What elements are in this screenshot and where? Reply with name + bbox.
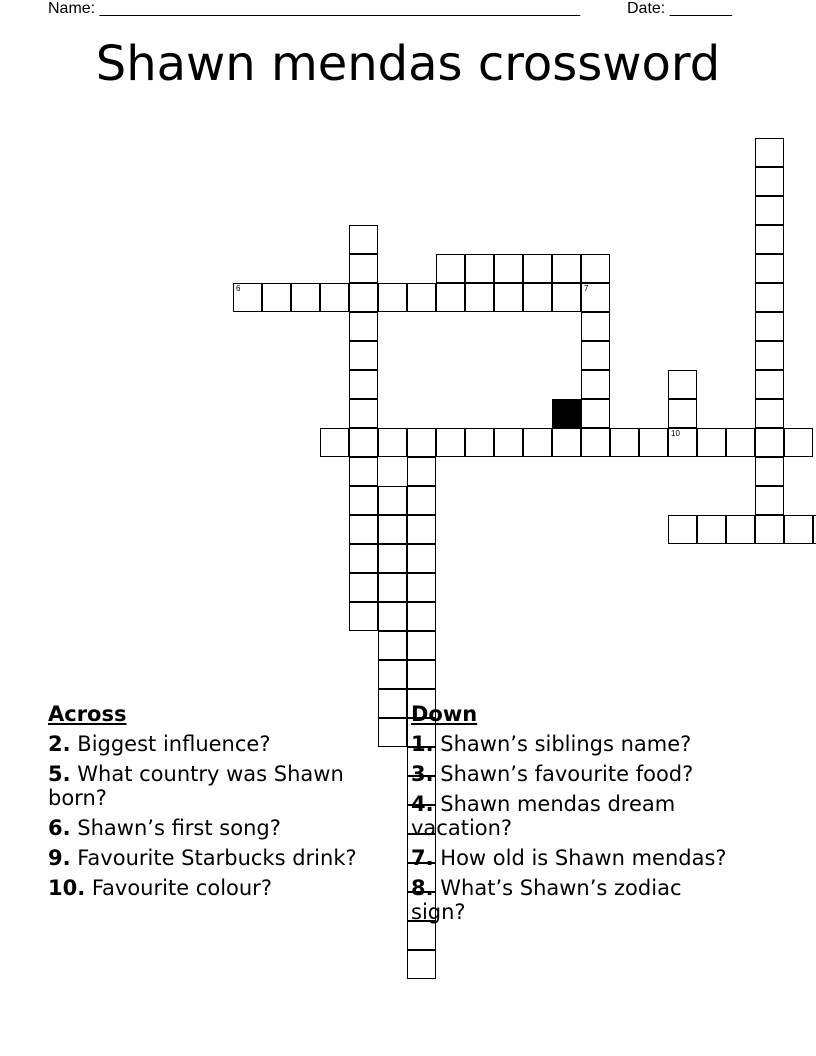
- grid-cell[interactable]: [349, 573, 378, 602]
- clue-number: 8.: [411, 876, 434, 900]
- grid-cell[interactable]: [407, 283, 436, 312]
- grid-cell[interactable]: [668, 428, 697, 457]
- grid-cell[interactable]: [755, 486, 784, 515]
- clue-number-label: 6: [236, 284, 241, 293]
- down-clue: [411, 846, 741, 870]
- grid-cell[interactable]: [320, 283, 349, 312]
- across-heading: Across: [48, 702, 127, 726]
- grid-cell[interactable]: [407, 660, 436, 689]
- down-clue: [411, 732, 741, 756]
- grid-cell[interactable]: [407, 631, 436, 660]
- grid-cell[interactable]: [755, 312, 784, 341]
- clue-number: 5.: [48, 762, 71, 786]
- grid-cell[interactable]: [349, 544, 378, 573]
- grid-cell[interactable]: [755, 370, 784, 399]
- grid-cell[interactable]: [581, 312, 610, 341]
- grid-cell[interactable]: [436, 428, 465, 457]
- grid-cell[interactable]: [349, 312, 378, 341]
- grid-cell[interactable]: [262, 283, 291, 312]
- grid-cell[interactable]: [349, 428, 378, 457]
- grid-cell[interactable]: [436, 283, 465, 312]
- grid-cell[interactable]: [755, 167, 784, 196]
- grid-cell[interactable]: [349, 283, 378, 312]
- grid-cell[interactable]: [349, 225, 378, 254]
- grid-cell[interactable]: [465, 254, 494, 283]
- grid-cell[interactable]: [349, 515, 378, 544]
- grid-cell[interactable]: [407, 573, 436, 602]
- grid-cell[interactable]: [581, 341, 610, 370]
- name-field[interactable]: Name: ______________________________________________________: [48, 0, 581, 17]
- grid-cell[interactable]: [349, 370, 378, 399]
- grid-cell[interactable]: [378, 660, 407, 689]
- clue-text: How old is Shawn mendas?: [440, 846, 727, 870]
- clue-text: Favourite Starbucks drink?: [77, 846, 357, 870]
- down-clue: [411, 876, 741, 924]
- across-clue: [48, 876, 378, 900]
- grid-cell[interactable]: [407, 486, 436, 515]
- grid-cell[interactable]: [581, 399, 610, 428]
- clue-text: Shawn’s first song?: [77, 816, 281, 840]
- grid-cell[interactable]: [581, 254, 610, 283]
- grid-cell[interactable]: [465, 428, 494, 457]
- page-title: Shawn mendas crossword: [95, 36, 721, 92]
- clue-number-label: 10: [671, 429, 680, 438]
- clue-text: Shawn’s siblings name?: [440, 732, 692, 756]
- grid-cell[interactable]: [349, 486, 378, 515]
- grid-cell[interactable]: [581, 370, 610, 399]
- down-heading: Down: [411, 702, 478, 726]
- grid-cell[interactable]: [407, 544, 436, 573]
- grid-cell[interactable]: [378, 602, 407, 631]
- grid-cell[interactable]: [233, 283, 262, 312]
- clue-text: Shawn’s favourite food?: [440, 762, 694, 786]
- clue-number: 9.: [48, 846, 71, 870]
- across-clue: [48, 846, 378, 870]
- clue-number: 6.: [48, 816, 71, 840]
- grid-cell[interactable]: [494, 254, 523, 283]
- clue-number: 7.: [411, 846, 434, 870]
- across-clue: [48, 762, 378, 810]
- grid-cell[interactable]: [523, 428, 552, 457]
- across-clue: [48, 816, 378, 840]
- grid-cell[interactable]: [407, 515, 436, 544]
- clue-text: Biggest influence?: [77, 732, 271, 756]
- down-clue: [411, 762, 741, 786]
- grid-cell[interactable]: [378, 573, 407, 602]
- across-clue: [48, 732, 378, 756]
- clue-number-label: 7: [584, 284, 589, 293]
- grid-cell[interactable]: [349, 254, 378, 283]
- grid-cell[interactable]: [349, 341, 378, 370]
- grid-cell[interactable]: [552, 283, 581, 312]
- grid-cell[interactable]: [639, 428, 668, 457]
- grid-cell[interactable]: [291, 283, 320, 312]
- down-clue: [411, 792, 741, 840]
- clue-number: 3.: [411, 762, 434, 786]
- grid-cell[interactable]: [784, 428, 813, 457]
- grid-cell[interactable]: [755, 196, 784, 225]
- across-clues: [48, 702, 378, 906]
- grid-cell[interactable]: [494, 428, 523, 457]
- clue-text: Shawn mendas dream vacation?: [411, 792, 676, 840]
- grid-cell[interactable]: [755, 254, 784, 283]
- clue-number: 10.: [48, 876, 86, 900]
- grid-cell[interactable]: [755, 515, 784, 544]
- block-cell: [552, 399, 581, 428]
- grid-cell[interactable]: [378, 689, 407, 718]
- grid-cell[interactable]: [378, 486, 407, 515]
- clue-text: What country was Shawn born?: [48, 762, 344, 810]
- grid-cell[interactable]: [726, 515, 755, 544]
- grid-cell[interactable]: [523, 254, 552, 283]
- grid-cell[interactable]: [755, 428, 784, 457]
- grid-cell[interactable]: [349, 399, 378, 428]
- grid-cell[interactable]: [552, 428, 581, 457]
- grid-cell[interactable]: [378, 631, 407, 660]
- grid-cell[interactable]: [668, 515, 697, 544]
- grid-cell[interactable]: [407, 950, 436, 979]
- grid-cell[interactable]: [581, 428, 610, 457]
- grid-cell[interactable]: [755, 283, 784, 312]
- clue-number: 1.: [411, 732, 434, 756]
- grid-cell[interactable]: [378, 544, 407, 573]
- grid-cell[interactable]: [581, 283, 610, 312]
- grid-cell[interactable]: [349, 457, 378, 486]
- grid-cell[interactable]: [668, 399, 697, 428]
- clue-text: What’s Shawn’s zodiac sign?: [411, 876, 682, 924]
- clue-text: Favourite colour?: [91, 876, 272, 900]
- grid-cell[interactable]: [320, 428, 349, 457]
- grid-cell[interactable]: [610, 428, 639, 457]
- grid-cell[interactable]: [349, 602, 378, 631]
- grid-cell[interactable]: [755, 138, 784, 167]
- down-clues: [411, 702, 741, 930]
- grid-cell[interactable]: [378, 428, 407, 457]
- grid-cell[interactable]: [378, 283, 407, 312]
- grid-cell[interactable]: [755, 457, 784, 486]
- grid-cell[interactable]: [465, 283, 494, 312]
- grid-cell[interactable]: [407, 602, 436, 631]
- grid-cell[interactable]: [726, 428, 755, 457]
- grid-cell[interactable]: [697, 515, 726, 544]
- grid-cell[interactable]: [755, 399, 784, 428]
- grid-cell[interactable]: [378, 515, 407, 544]
- grid-cell[interactable]: [523, 283, 552, 312]
- clue-number: 2.: [48, 732, 71, 756]
- clue-number: 4.: [411, 792, 434, 816]
- grid-cell[interactable]: [436, 254, 465, 283]
- grid-cell[interactable]: [407, 428, 436, 457]
- grid-cell[interactable]: [755, 341, 784, 370]
- grid-cell[interactable]: [494, 283, 523, 312]
- grid-cell[interactable]: [668, 370, 697, 399]
- grid-cell[interactable]: [755, 225, 784, 254]
- grid-cell[interactable]: [697, 428, 726, 457]
- grid-cell[interactable]: [378, 718, 407, 747]
- grid-cell[interactable]: [552, 254, 581, 283]
- grid-cell[interactable]: [784, 515, 813, 544]
- date-field[interactable]: Date: _______: [627, 0, 732, 17]
- grid-cell[interactable]: [407, 457, 436, 486]
